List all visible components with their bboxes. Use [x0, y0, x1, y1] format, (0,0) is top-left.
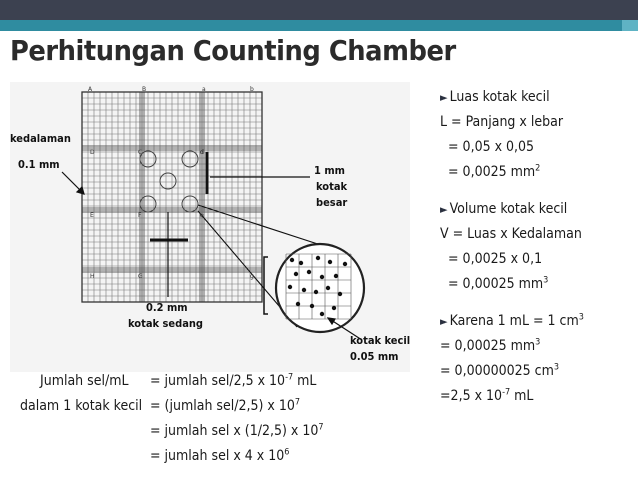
cell-dot	[288, 285, 292, 289]
volume-line-3: = 0,00025 $mm^3$	[448, 275, 549, 292]
cell-dot	[290, 258, 294, 262]
karena-line-2: = 0,00000025 $cm^3$	[440, 362, 560, 379]
grid-letter: a	[202, 86, 206, 93]
grid-letter: F	[138, 212, 142, 219]
grid-letter: E	[90, 212, 94, 219]
grid-letter: B	[142, 86, 147, 93]
volume-line-1: V = Luas x Kedalaman	[440, 226, 582, 242]
grid-letter: D	[90, 149, 95, 156]
label-besar: besar	[316, 196, 348, 209]
grid-letter: G	[138, 273, 143, 280]
karena-line-3: =2,5 x $10^{-7}$ mL	[440, 387, 534, 404]
equation-line-2: = (jumlah sel/2,5) x $10^7$	[150, 397, 301, 414]
grid-letter: d	[200, 149, 204, 156]
label-kotak-sedang: kotak sedang	[128, 317, 204, 330]
equation-line-3: = jumlah sel x (1/2,5) x $10^7$	[150, 422, 324, 439]
grid-letter: b	[250, 86, 254, 93]
cell-dot	[332, 306, 336, 310]
equation-line-1: = jumlah sel/2,5 x $10^{-7}$ mL	[150, 372, 317, 389]
diagram-background	[10, 82, 410, 372]
label-005mm: 0.05 mm	[350, 350, 399, 363]
cell-dot	[302, 288, 306, 292]
grid-letter: e	[200, 212, 204, 219]
label-kedalaman: kedalaman	[10, 132, 71, 145]
grid-letter: H	[90, 273, 95, 280]
cell-dot	[307, 270, 311, 274]
grid-letter: g	[250, 273, 254, 280]
bottom-left-line-2: dalam 1 kotak kecil	[20, 398, 143, 414]
zoom-circle	[276, 244, 364, 332]
grid-letter: A	[88, 86, 93, 93]
label-kotak-kecil: kotak kecil	[350, 334, 411, 347]
volume-heading: ► Volume kotak kecil	[440, 201, 568, 217]
header-bar	[0, 0, 638, 20]
karena-line-1: = 0,00025 $mm^3$	[440, 337, 541, 354]
luas-line-2: = 0,05 x 0,05	[448, 139, 535, 155]
cell-dot	[338, 292, 342, 296]
cell-dot	[299, 261, 303, 265]
cell-dot	[294, 272, 298, 276]
cell-dot	[310, 304, 314, 308]
karena-heading: ► Karena 1 mL = 1 $cm^3$	[440, 312, 584, 329]
label-1mm: 1 mm	[314, 164, 345, 177]
cell-dot	[320, 312, 324, 316]
volume-line-2: = 0,0025 x 0,1	[448, 251, 543, 267]
cell-dot	[343, 262, 347, 266]
cell-dot	[326, 286, 330, 290]
label-depth: 0.1 mm	[18, 158, 60, 171]
bullet-triangle-icon: ►	[440, 91, 448, 104]
label-02mm: 0.2 mm	[146, 301, 188, 314]
cell-dot	[320, 275, 324, 279]
bullet-triangle-icon: ►	[440, 315, 448, 328]
label-kotak: kotak	[316, 180, 348, 193]
cell-dot	[328, 260, 332, 264]
cell-dot	[314, 290, 318, 294]
luas-line-3: = 0,0025 $mm^2$	[448, 163, 541, 180]
grid-letter: C	[138, 149, 143, 156]
bullet-triangle-icon: ►	[440, 203, 448, 216]
cell-dot	[296, 302, 300, 306]
luas-heading: ► Luas kotak kecil	[440, 89, 550, 105]
equation-line-4: = jumlah sel x 4 x $10^6$	[150, 447, 290, 464]
header-accent-bar	[0, 20, 638, 31]
bottom-left-line-1: Jumlah sel/mL	[40, 373, 129, 389]
header-accent-bar-end	[622, 20, 638, 31]
luas-line-1: L = Panjang x lebar	[440, 114, 564, 130]
page-title: Perhitungan Counting Chamber	[10, 34, 456, 67]
cell-dot	[334, 274, 338, 278]
cell-dot	[316, 256, 320, 260]
